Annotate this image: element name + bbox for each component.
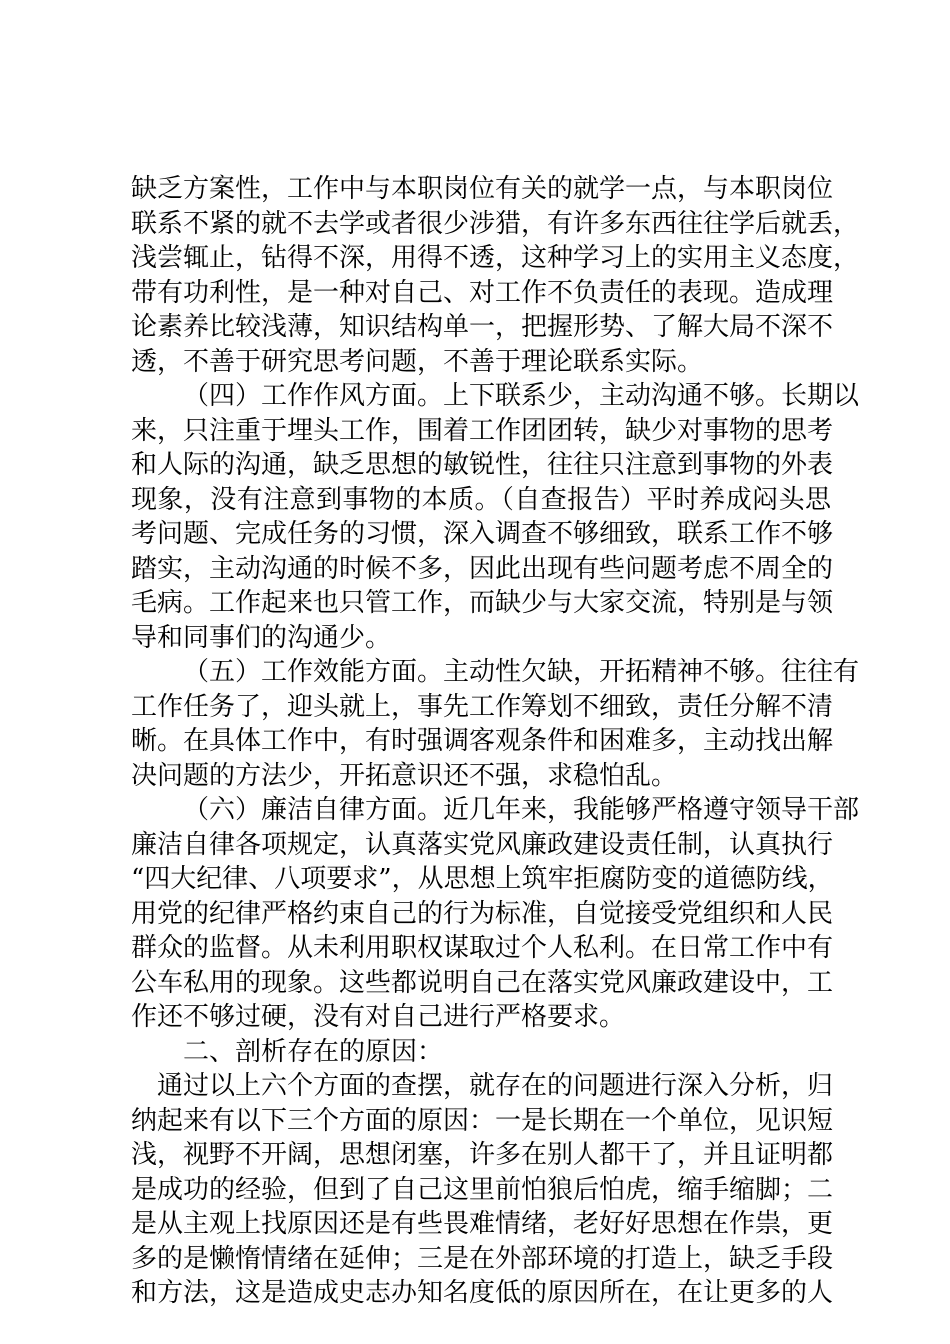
section-heading: 二、剖析存在的原因： [183, 1036, 444, 1067]
text-line: 公车私用的现象。这些都说明自己在落实党风廉政建设中，工 [131, 967, 834, 998]
paragraph-analysis [131, 1069, 834, 1311]
text-line: 来，只注重于埋头工作，围着工作团团转，缺少对事物的思考 [131, 415, 834, 446]
text-line: “四大纪律、八项要求”，从思想上筑牢拒腐防变的道德防线， [131, 864, 834, 894]
text-line: 透，不善于研究思考问题，不善于理论联系实际。 [131, 346, 704, 377]
text-line: 浅，视野不开阔，思想闭塞，许多在别人都干了，并且证明都 [131, 1140, 834, 1170]
text-line: 是成功的经验，但到了自己这里前怕狼后怕虎，缩手缩脚；二 [131, 1174, 834, 1205]
text-line: 用党的纪律严格约束自己的行为标准，自觉接受党组织和人民 [131, 898, 834, 929]
text-line: （六）廉洁自律方面。近几年来，我能够严格遵守领导干部 [183, 795, 860, 825]
text-line: 毛病。工作起来也只管工作，而缺少与大家交流，特别是与领 [131, 588, 834, 618]
paragraph-work-style [131, 379, 860, 655]
text-line: 工作任务了，迎头就上，事先工作筹划不细致，责任分解不清 [131, 691, 834, 722]
document-body [131, 172, 860, 1311]
text-line: 踏实，主动沟通的时候不多，因此出现有些问题考虑不周全的 [131, 553, 834, 584]
text-line: 作还不够过硬，没有对自己进行严格要求。 [131, 1002, 626, 1032]
text-line: 多的是懒惰情绪在延伸；三是在外部环境的打造上，缺乏手段 [131, 1243, 834, 1274]
text-line: 群众的监督。从未利用职权谋取过个人私利。在日常工作中有 [131, 933, 834, 963]
text-line: 联系不紧的就不去学或者很少涉猎，有许多东西往往学后就丢， [131, 208, 860, 239]
text-line: 和方法，这是造成史志办知名度低的原因所在，在让更多的人 [131, 1278, 834, 1308]
paragraph-study-continuation [131, 172, 860, 379]
text-line: 现象，没有注意到事物的本质。（自查报告）平时养成闷头思 [131, 484, 831, 515]
text-line: 缺乏方案性，工作中与本职岗位有关的就学一点，与本职岗位 [131, 174, 834, 204]
text-line: 浅尝辄止，钻得不深，用得不透，这种学习上的实用主义态度， [131, 243, 860, 273]
text-line: 决问题的方法少，开拓意识还不强，求稳怕乱。 [131, 760, 678, 791]
paragraph-integrity [131, 793, 860, 1035]
text-line: （五）工作效能方面。主动性欠缺，开拓精神不够。往往有 [183, 657, 860, 687]
text-line: 带有功利性，是一种对自己、对工作不负责任的表现。造成理 [131, 277, 834, 308]
text-line: 论素养比较浅薄，知识结构单一，把握形势、了解大局不深不 [131, 312, 834, 342]
text-line: 是从主观上找原因还是有些畏难情绪，老好好思想在作祟，更 [131, 1209, 834, 1239]
text-line: 纳起来有以下三个方面的原因：一是长期在一个单位，见识短 [131, 1105, 834, 1136]
text-line: 考问题、完成任务的习惯，深入调查不够细致，联系工作不够 [131, 519, 834, 549]
text-line: （四）工作作风方面。上下联系少，主动沟通不够。长期以 [183, 381, 860, 411]
text-line: 通过以上六个方面的查摆，就存在的问题进行深入分析，归 [157, 1071, 834, 1101]
paragraph-work-efficiency [131, 655, 860, 793]
text-line: 廉洁自律各项规定，认真落实党风廉政建设责任制，认真执行 [131, 829, 834, 860]
text-line: 晰。在具体工作中，有时强调客观条件和困难多，主动找出解 [131, 726, 834, 756]
text-line: 和人际的沟通，缺乏思想的敏锐性，往往只注意到事物的外表 [131, 450, 834, 480]
section-heading-causes [131, 1035, 831, 1070]
text-line: 导和同事们的沟通少。 [131, 622, 392, 653]
